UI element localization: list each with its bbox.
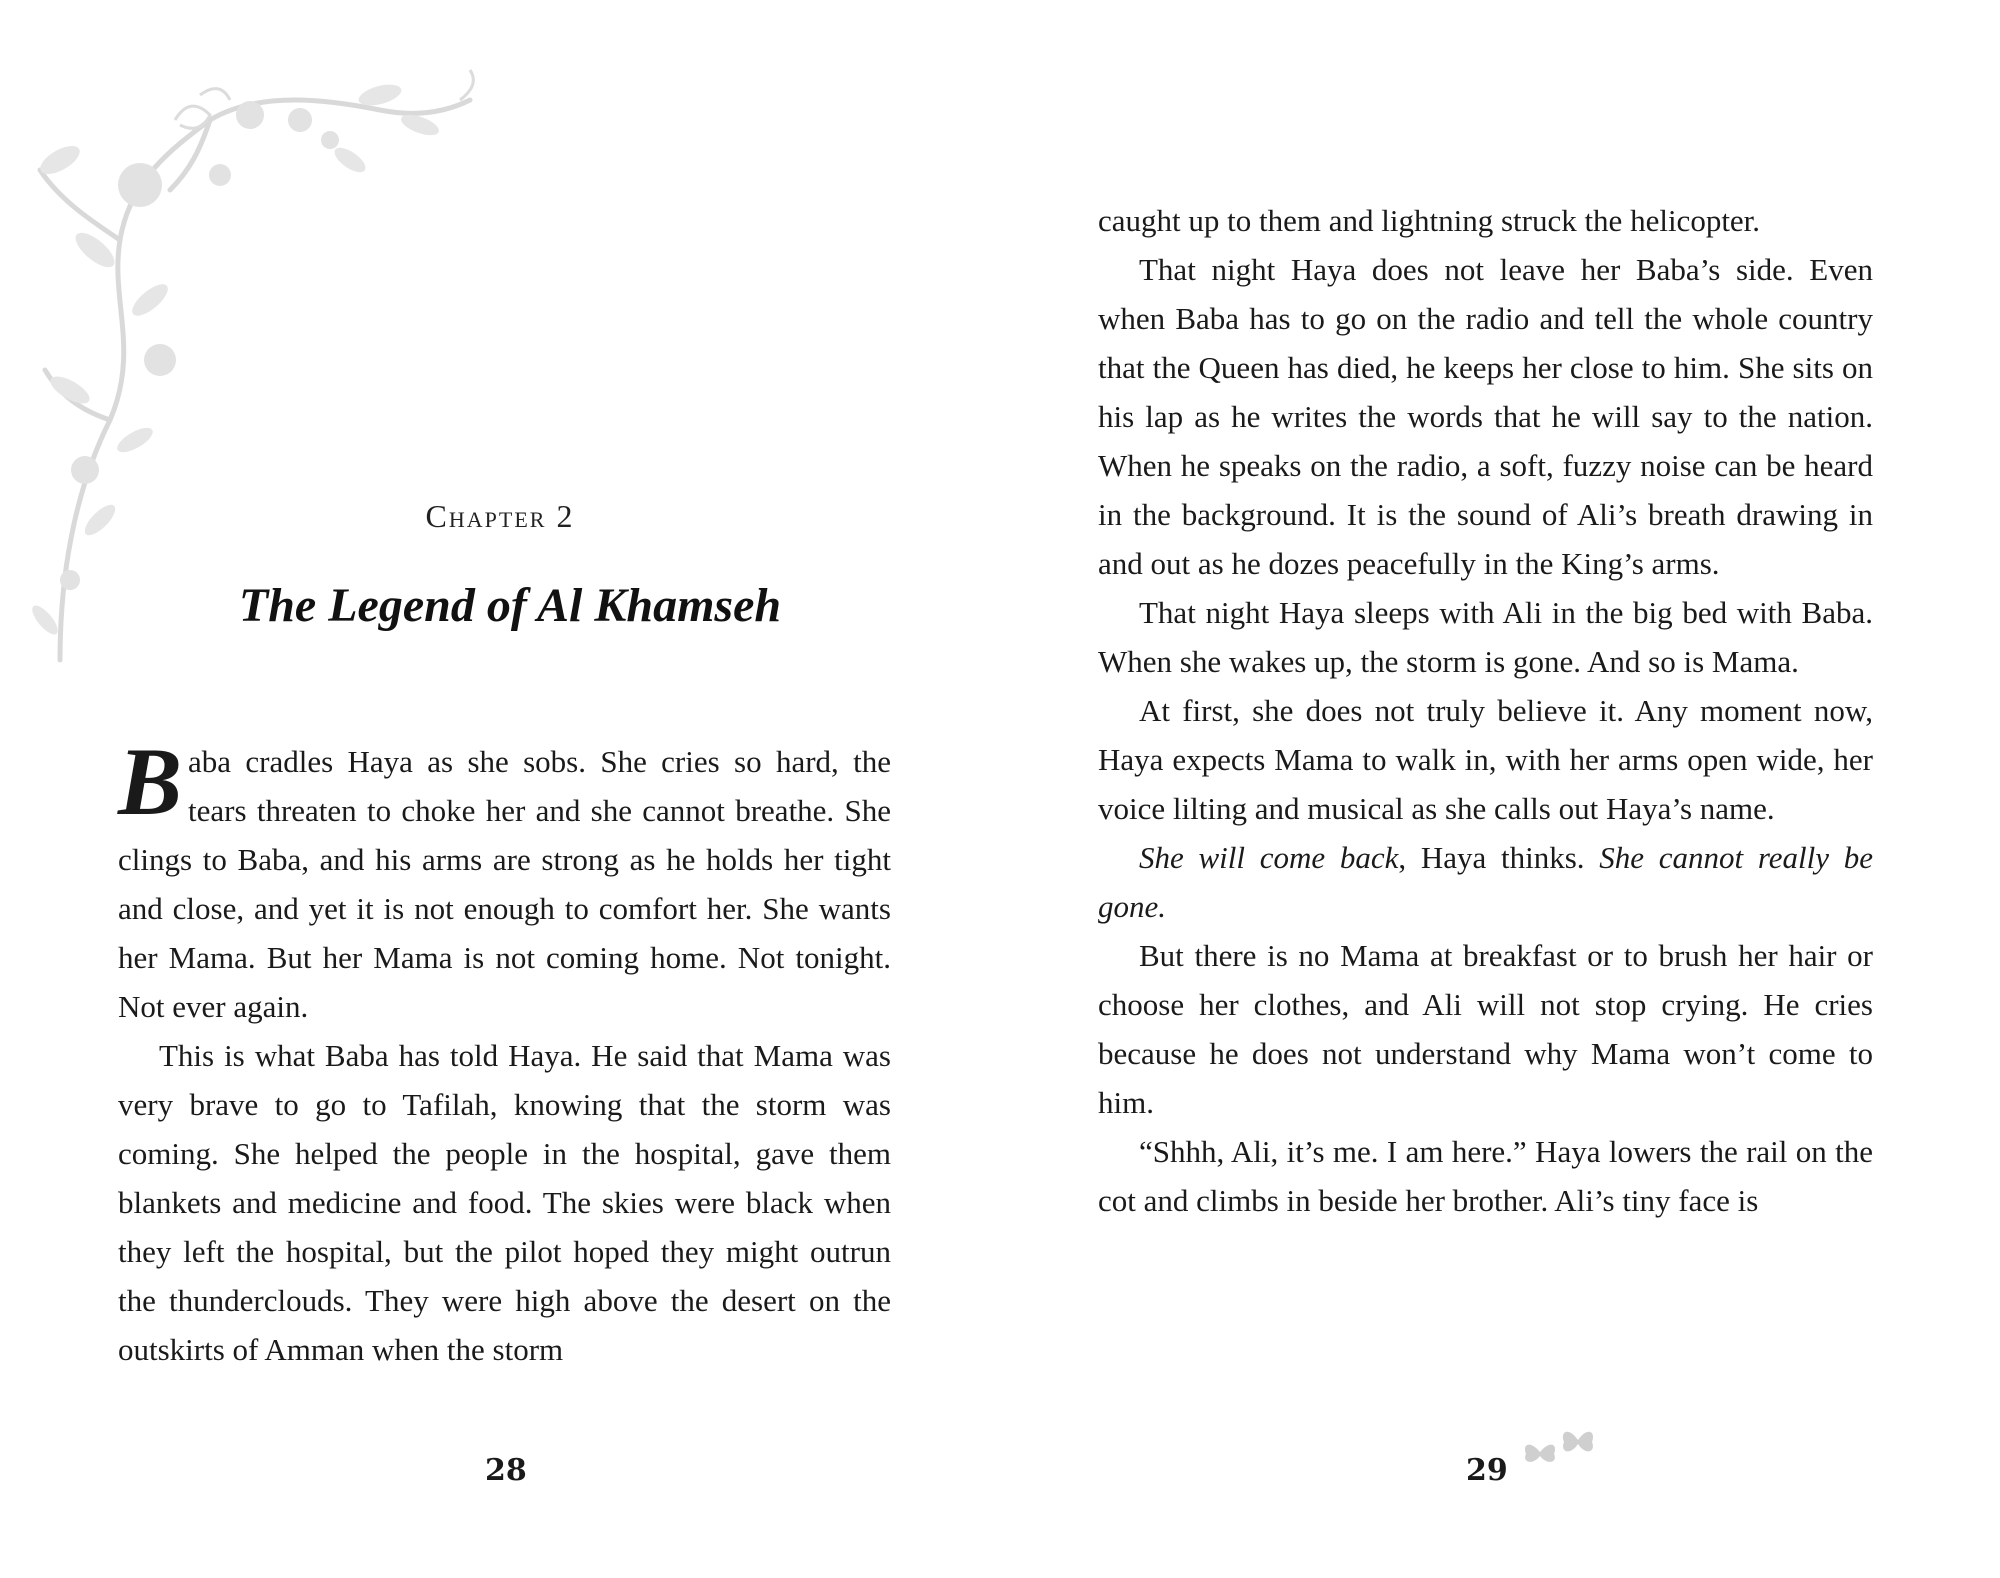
paragraph: “Shhh, Ali, it’s me. I am here.” Haya lowers the rail on the cot and climbs in beside her brother. Ali’s tiny face is	[1098, 1134, 1873, 1218]
paragraph: caught up to them and lightning struck the helicopter.	[1098, 203, 1761, 238]
italic-thought: She will come back	[1139, 840, 1399, 875]
paragraph	[118, 728, 891, 1031]
right-page	[1000, 0, 2000, 1578]
paragraph: This is what Baba has told Haya. He said that Mama was very brave to go to Tafilah, knowing that the storm was coming. She helped the people in the hospital, gave them blankets and medicine and food. The skies were black when they left the hospital, but the pilot hoped they might outrun the thunderclouds. They were high above the desert on the outskirts of Amman when the storm	[118, 1038, 891, 1367]
paragraph: But there is no Mama at breakfast or to brush her hair or choose her clothes, and Ali will not stop crying. He cries because he does not understand why Mama won’t come to him.	[1098, 938, 1873, 1120]
drop-cap: B	[118, 728, 183, 835]
right-body-text	[1098, 196, 1873, 1225]
paragraph: At first, she does not truly believe it. Any moment now, Haya expects Mama to walk in, with her arms open wide, her voice lilting and musical as she calls out Haya’s name.	[1098, 693, 1873, 826]
paragraph	[1098, 833, 1873, 931]
chapter-label: Chapter 2	[425, 498, 575, 534]
page-number: 29	[1466, 1453, 1508, 1488]
page-number: 28	[485, 1453, 527, 1488]
chapter-title: The Legend of Al Khamseh	[238, 579, 782, 632]
italic-thought: She cannot really be gone.	[1098, 840, 1873, 924]
paragraph-text: , Haya thinks.	[1398, 840, 1600, 875]
paragraph: That night Haya sleeps with Ali in the big bed with Baba. When she wakes up, the storm is gone. And so is Mama.	[1098, 595, 1873, 679]
left-body-text	[118, 728, 891, 1374]
paragraph: That night Haya does not leave her Baba’s side. Even when Baba has to go on the radio and tell the whole country that the Queen has died, he keeps her close to him. She sits on his lap as he writes the words that he will say to the nation. When he speaks on the radio, a soft, fuzzy noise can be heard in the background. It is the sound of Ali’s breath drawing in and out as he dozes peacefully in the King’s arms.	[1098, 252, 1873, 581]
paragraph-text: aba cradles Haya as she sobs. She cries so hard, the tears threaten to choke her and she cannot breathe. She clings to Baba, and his arms are strong as he holds her tight and close, and yet it is not enough to comfort her. She wants her Mama. But her Mama is not coming home. Not tonight. Not ever again.	[118, 744, 891, 1024]
butterfly-icon	[1520, 1422, 1600, 1472]
